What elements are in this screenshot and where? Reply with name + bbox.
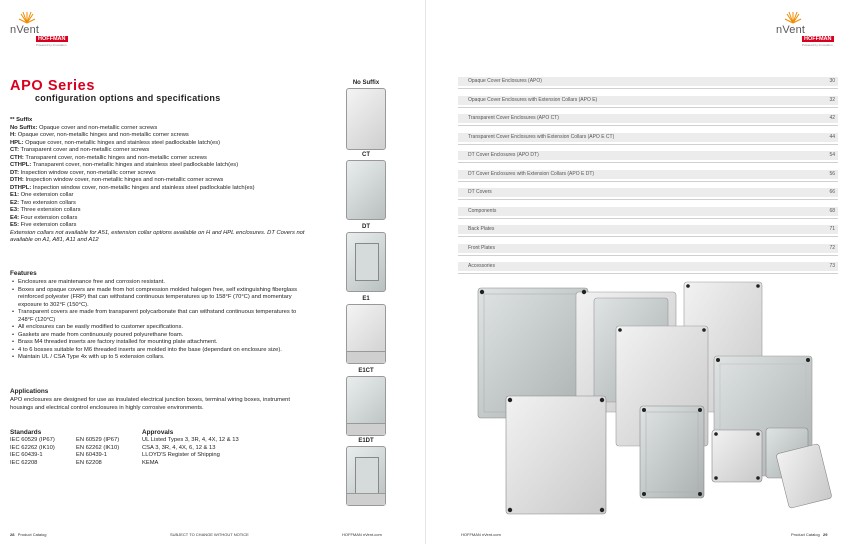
right-footer bbox=[791, 532, 827, 537]
toc-row[interactable] bbox=[458, 94, 838, 113]
toc-page-number: 68 bbox=[829, 207, 835, 214]
toc-divider bbox=[458, 107, 838, 108]
suffix-row bbox=[10, 222, 320, 230]
enclosures-photo bbox=[476, 278, 846, 518]
extension-collar bbox=[347, 423, 385, 435]
suffix-rows bbox=[10, 125, 320, 230]
suffix-row bbox=[10, 147, 320, 155]
suffix-code: E4: bbox=[10, 214, 20, 221]
enclosure-thumbnail bbox=[346, 304, 386, 364]
suffix-code: DTHPL: bbox=[10, 184, 32, 191]
extension-collar bbox=[347, 351, 385, 363]
standard-item: EN 60529 (IP67) bbox=[76, 437, 120, 443]
standard-item: EN 60439-1 bbox=[76, 452, 107, 458]
extension-collar bbox=[347, 493, 385, 505]
suffix-description: Two extension collars bbox=[19, 199, 76, 206]
suffix-code: DT: bbox=[10, 169, 20, 176]
page-subtitle: configuration options and specifications bbox=[35, 93, 221, 103]
suffix-row bbox=[10, 192, 320, 200]
toc-page-number: 72 bbox=[829, 244, 835, 251]
feature-item: • Enclosures are maintenance free and corrosion resistant. bbox=[10, 279, 310, 287]
footer-catalog: Product Catalog bbox=[791, 532, 820, 537]
enclosure-thumbnail bbox=[346, 232, 386, 292]
toc-label: Accessories bbox=[468, 263, 495, 269]
toc-row-bar bbox=[458, 244, 838, 253]
footer-site: HOFFMAN nVent.com bbox=[342, 532, 382, 537]
suffix-code: No Suffix: bbox=[10, 124, 38, 131]
features-list bbox=[10, 279, 310, 362]
approvals-list bbox=[142, 437, 239, 467]
toc-page-number: 32 bbox=[829, 96, 835, 103]
toc-label: Opaque Cover Enclosures (APO) bbox=[468, 78, 542, 84]
toc-page-number: 73 bbox=[829, 263, 835, 269]
suffix-heading: ** Suffix bbox=[10, 117, 33, 123]
approval-item: CSA 3, 3R, 4, 4X, 6, 12 & 13 bbox=[142, 444, 216, 451]
page-title: APO Series bbox=[10, 78, 95, 94]
suffix-row bbox=[10, 200, 320, 208]
suffix-code: E1: bbox=[10, 192, 20, 198]
table-of-contents bbox=[458, 75, 838, 279]
toc-row-bar bbox=[458, 262, 838, 271]
toc-label: DT Covers bbox=[468, 189, 492, 195]
suffix-code: H: bbox=[10, 132, 17, 138]
toc-label: Front Plates bbox=[468, 244, 495, 251]
toc-label: Opaque Cover Enclosures with Extension Collars (APO E) bbox=[468, 96, 598, 103]
logo-tagline: Powered by Innovation bbox=[36, 43, 67, 47]
toc-row[interactable] bbox=[458, 242, 838, 261]
suffix-code: E2: bbox=[10, 199, 20, 206]
suffix-code: E5: bbox=[10, 222, 20, 228]
suffix-description: One extension collar bbox=[19, 192, 74, 198]
suffix-code: CTH: bbox=[10, 154, 24, 161]
feature-item: • Boxes and opaque covers are made from hot compression molded halogen free, self extinguishing fiberglass reinforced polyester (FRP) that can withstand continuous temperatures up to 158°F (70°C) and momentary exposure to 302°F (150°C). bbox=[10, 287, 310, 310]
toc-divider bbox=[458, 125, 838, 126]
suffix-description: Inspection window cover, non-metallic hinges and non-metallic corner screws bbox=[23, 177, 224, 183]
toc-label: Components bbox=[468, 207, 497, 214]
toc-row-bar bbox=[458, 225, 838, 234]
standards-col-en bbox=[76, 437, 119, 467]
standard-item: EN 62262 (IK10) bbox=[76, 444, 120, 451]
thumbnail-label: E1CT bbox=[358, 368, 374, 374]
enclosure-thumbnail bbox=[346, 160, 386, 220]
toc-page-number: 56 bbox=[829, 170, 835, 177]
toc-divider bbox=[458, 162, 838, 163]
toc-row-bar bbox=[458, 188, 838, 197]
nvent-logo-right bbox=[776, 8, 840, 48]
toc-divider bbox=[458, 88, 838, 89]
hoffman-badge: HOFFMAN bbox=[38, 36, 66, 42]
thumbnail-label: E1 bbox=[362, 296, 370, 302]
applications-heading: Applications bbox=[10, 388, 49, 395]
suffix-description: Transparent cover and non-metallic corner screws bbox=[19, 147, 150, 153]
toc-label: DT Cover Enclosures with Extension Collars (APO E DT) bbox=[468, 170, 595, 177]
sun-rays-icon bbox=[18, 10, 36, 24]
toc-divider bbox=[458, 181, 838, 182]
toc-divider bbox=[458, 218, 838, 219]
toc-page-number: 42 bbox=[829, 115, 835, 121]
toc-label: Transparent Cover Enclosures with Extension Collars (APO E CT) bbox=[468, 133, 615, 140]
suffix-code: E3: bbox=[10, 207, 20, 213]
suffix-code: CT: bbox=[10, 147, 20, 153]
thumbnail-label: E1DT bbox=[358, 438, 374, 444]
toc-row[interactable] bbox=[458, 205, 838, 224]
suffix-row bbox=[10, 170, 320, 178]
standard-item: IEC 62262 (IK10) bbox=[10, 444, 55, 451]
toc-divider bbox=[458, 273, 838, 274]
toc-row[interactable] bbox=[458, 75, 838, 94]
suffix-row bbox=[10, 155, 320, 163]
feature-item: • Transparent covers are made from transparent polycarbonate that can withstand continuous temperatures to 248°F (120°C) bbox=[10, 309, 310, 324]
right-footer-site: HOFFMAN nVent.com bbox=[461, 532, 501, 537]
suffix-description: Inspection window cover, non-metallic corner screws bbox=[19, 169, 156, 176]
suffix-code: DTH: bbox=[10, 177, 24, 183]
feature-item: • 4 to 6 bosses suitable for M6 threaded inserts are molded into the base (dependant on enclosure size). bbox=[10, 347, 310, 355]
applications-text: APO enclosures are designed for use as insulated electrical junction boxes, terminal wiring boxes, instrument housings and electrical control enclosures in highly corrosive environments. bbox=[10, 397, 291, 411]
suffix-description: Opaque cover, non-metallic hinges and stainless steel padlockable latch(es) bbox=[23, 139, 221, 146]
toc-row[interactable] bbox=[458, 223, 838, 242]
suffix-description: Opaque cover and non-metallic corner screws bbox=[37, 124, 158, 131]
toc-row-bar bbox=[458, 207, 838, 216]
feature-item: • Gaskets are made from continuously poured polyurethane foam. bbox=[10, 332, 310, 340]
suffix-row bbox=[10, 207, 320, 215]
toc-divider bbox=[458, 255, 838, 256]
inspection-window bbox=[355, 457, 379, 495]
suffix-row bbox=[10, 125, 320, 133]
approval-item: KEMA bbox=[142, 459, 159, 466]
left-footer bbox=[10, 532, 46, 537]
toc-page-number: 54 bbox=[829, 152, 835, 158]
thumbnail-label: No Suffix bbox=[352, 80, 380, 86]
toc-row[interactable] bbox=[458, 168, 838, 187]
logo-text: nVent bbox=[776, 24, 806, 36]
suffix-code: CTHPL: bbox=[10, 162, 32, 168]
feature-item: • Brass M4 threaded inserts are factory installed for mounting plate attachment. bbox=[10, 339, 310, 347]
suffix-code: HPL: bbox=[10, 139, 24, 146]
suffix-row bbox=[10, 215, 320, 223]
toc-label: Transparent Cover Enclosures (APO CT) bbox=[468, 115, 559, 121]
approval-item: LLOYD'S Register of Shipping bbox=[142, 452, 220, 458]
thumbnail-label: DT bbox=[362, 224, 370, 230]
toc-label: DT Cover Enclosures (APO DT) bbox=[468, 152, 539, 158]
suffix-description: Four extension collars bbox=[19, 214, 78, 221]
toc-page-number: 66 bbox=[829, 189, 835, 195]
suffix-note: Extension collars not available for A51, extension collar options available on H and HPL enclosures. DT Covers not available on A1, A81, A11 and A12 bbox=[10, 229, 305, 243]
footer-page-number: 28 bbox=[10, 532, 15, 537]
suffix-row bbox=[10, 177, 320, 185]
suffix-list bbox=[10, 117, 320, 245]
nvent-logo bbox=[10, 8, 74, 48]
toc-row[interactable] bbox=[458, 112, 838, 131]
feature-item: • All enclosures can be easily modified to customer specifications. bbox=[10, 324, 310, 332]
toc-row[interactable] bbox=[458, 131, 838, 150]
enclosure-thumbnail bbox=[346, 376, 386, 436]
suffix-row bbox=[10, 132, 320, 140]
footer-page-number: 29 bbox=[823, 532, 828, 537]
approvals-heading: Approvals bbox=[142, 429, 174, 436]
suffix-description: Opaque cover, non-metallic hinges and non-metallic corner screws bbox=[16, 132, 189, 138]
suffix-row bbox=[10, 140, 320, 148]
suffix-row bbox=[10, 162, 320, 170]
enclosure-thumbnail bbox=[346, 88, 386, 150]
sun-rays-icon bbox=[784, 10, 802, 24]
toc-row[interactable] bbox=[458, 260, 838, 279]
footer-catalog: Product Catalog bbox=[17, 532, 47, 537]
suffix-description: Five extension collars bbox=[19, 222, 77, 228]
toc-page-number: 44 bbox=[829, 133, 835, 140]
toc-row[interactable] bbox=[458, 149, 838, 168]
features-heading: Features bbox=[10, 270, 37, 277]
toc-divider bbox=[458, 199, 838, 200]
suffix-description: Inspection window cover, non-metallic hinges and stainless steel padlockable latch(es) bbox=[31, 184, 255, 191]
toc-divider bbox=[458, 144, 838, 145]
logo-text: nVent bbox=[10, 24, 40, 36]
thumbnail-label: CT bbox=[362, 152, 370, 158]
standard-item: IEC 60439-1 bbox=[10, 452, 43, 458]
hoffman-badge: HOFFMAN bbox=[804, 36, 832, 42]
approval-item: UL Listed Types 3, 3R, 4, 4X, 12 & 13 bbox=[142, 437, 239, 443]
inspection-window bbox=[355, 243, 379, 281]
standard-item: EN 62208 bbox=[76, 459, 102, 466]
suffix-description: Transparent cover, non-metallic hinges and non-metallic corner screws bbox=[23, 154, 207, 161]
toc-label: Back Plates bbox=[468, 226, 495, 232]
footer-notice: SUBJECT TO CHANGE WITHOUT NOTICE bbox=[170, 532, 249, 537]
logo-tagline: Powered by Innovation bbox=[802, 43, 833, 47]
suffix-row bbox=[10, 185, 320, 193]
toc-row[interactable] bbox=[458, 186, 838, 205]
standards-heading: Standards bbox=[10, 429, 42, 436]
enclosure-thumbnail bbox=[346, 446, 386, 506]
suffix-description: Three extension collars bbox=[19, 207, 81, 213]
standard-item: IEC 62208 bbox=[10, 459, 38, 466]
toc-page-number: 30 bbox=[829, 78, 835, 84]
standard-item: IEC 60529 (IP67) bbox=[10, 437, 55, 443]
feature-item: • Maintain UL / CSA Type 4x with up to 5 extension collars. bbox=[10, 354, 310, 362]
standards-col-iec bbox=[10, 437, 55, 467]
suffix-description: Transparent cover, non-metallic hinges and stainless steel padlockable latch(es) bbox=[31, 162, 239, 168]
toc-page-number: 71 bbox=[829, 226, 835, 232]
toc-divider bbox=[458, 236, 838, 237]
